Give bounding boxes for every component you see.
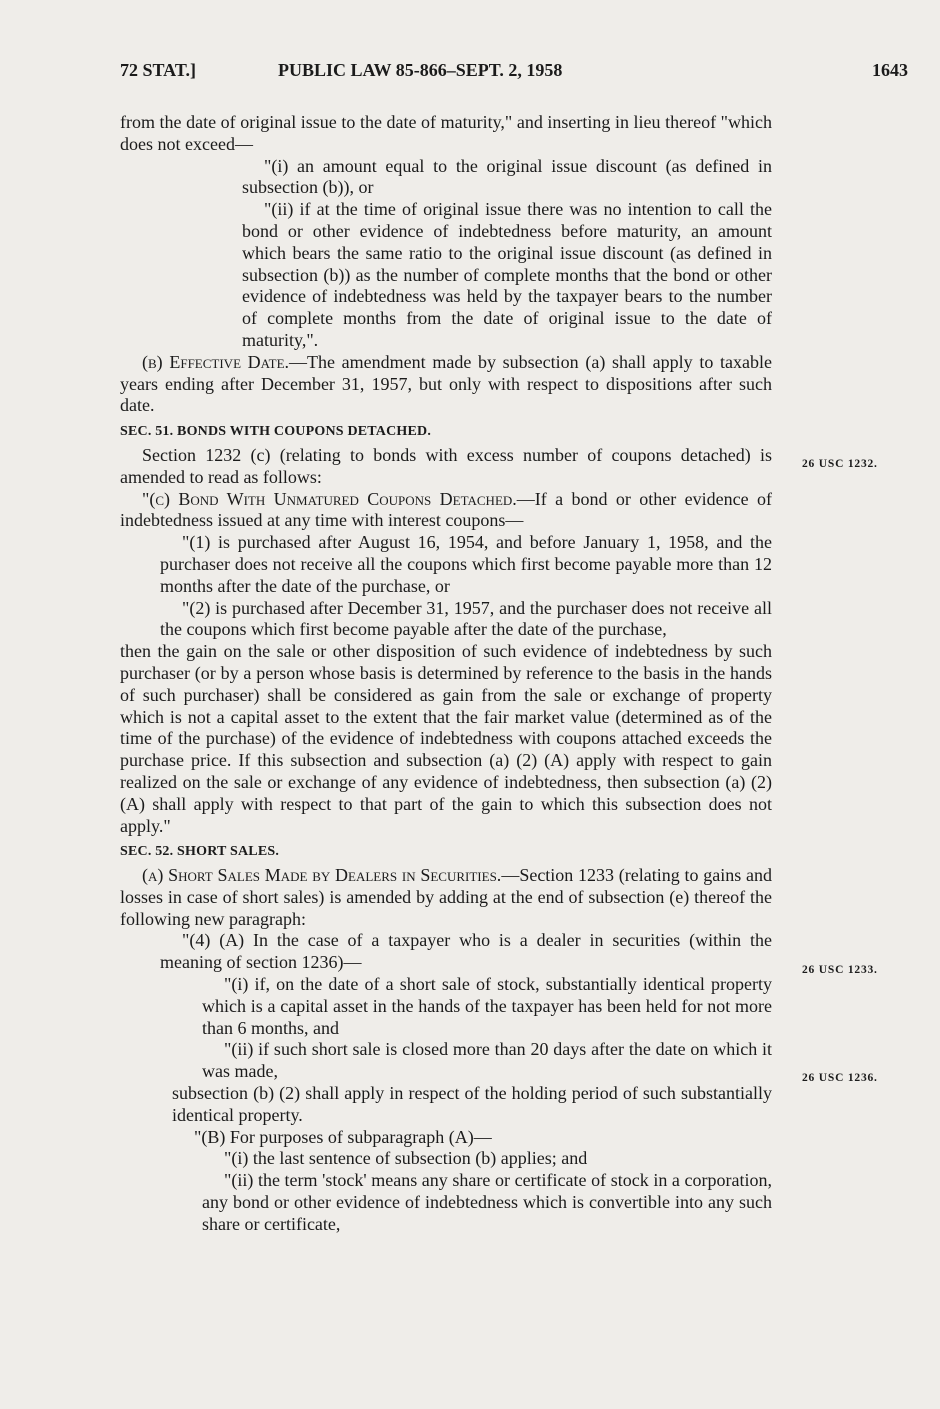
paragraph	[120, 352, 772, 417]
paragraph: "(i) an amount equal to the original issue discount (as defined in subsection (b)), or	[242, 155, 772, 198]
section-heading: SEC. 51. BONDS WITH COUPONS DETACHED.	[120, 424, 432, 440]
running-header: PUBLIC LAW 85-866–SEPT. 2, 1958	[278, 60, 563, 80]
paragraph: then the gain on the sale or other disposition of such evidence of indebtedness by such purchaser (or by a person whose basis is determined by reference to the basis in the hands of such purchaser) shall be considered as gain from the sale or exchange of property which is not a capital asset to the extent that the fair market value (determined as of the time of the purchase) of the evidence of indebtedness with coupons attached exceeds the purchase price. If this subsection and subsection (a) (2) (A) apply with respect to gain realized on the sale or exchange of any evidence of indebtedness, then subsection (a) (2) (A) shall apply with respect to that part of the gain to which this subsection does not apply."	[120, 641, 772, 836]
paragraph: "(ii) if such short sale is closed more than 20 days after the date on which it was made,	[202, 1039, 772, 1082]
paragraph: "(2) is purchased after December 31, 1957, and the purchaser does not receive all the coupons which first become payable after the date of the purchase,	[160, 597, 772, 640]
paragraph: "(i) the last sentence of subsection (b) applies; and	[224, 1148, 588, 1169]
paragraph: from the date of original issue to the date of maturity," and inserting in lieu thereof "which does not exceed—	[120, 112, 772, 154]
paragraph: "(B) For purposes of subparagraph (A)—	[194, 1126, 492, 1147]
paragraph: "(4) (A) In the case of a taxpayer who is a dealer in securities (within the meaning of section 1236)—	[160, 930, 772, 973]
paragraph: subsection (b) (2) shall apply in respect of the holding period of such substantially identical property.	[172, 1083, 772, 1125]
subsection-heading: (a) Short Sales Made by Dealers in Securities.	[142, 865, 502, 886]
paragraph: Section 1232 (c) (relating to bonds with excess number of coupons detached) is amended to read as follows:	[120, 444, 772, 487]
body-text	[120, 112, 772, 1236]
subsection-heading: (b) Effective Date.	[142, 351, 290, 372]
paragraph: "(1) is purchased after August 16, 1954, and before January 1, 1958, and the purchaser does not receive all the coupons which first become payable more than 12 months after the date of the purchase, or	[160, 532, 772, 596]
section-heading: SEC. 52. SHORT SALES.	[120, 844, 280, 860]
paragraph-text: —Section 1233 (relating to gains and losses in case of short sales) is amended by adding at the end of subsection (e) thereof the following new paragraph:	[120, 865, 772, 929]
paragraph	[120, 865, 772, 930]
statute-volume: 72 STAT.]	[120, 60, 197, 80]
margin-citation-1236: 26 USC 1236.	[802, 1072, 878, 1084]
paragraph-text: —If a bond or other evidence of indebtedness issued at any time with interest coupons—	[120, 488, 772, 531]
paragraph: "(ii) the term 'stock' means any share or certificate of stock in a corporation, any bond or other evidence of indebtedness which is convertible into any such share or certificate,	[202, 1170, 772, 1234]
page-number: 1643	[872, 60, 908, 80]
subsection-heading: "(c) Bond With Unmatured Coupons Detached.	[142, 488, 517, 509]
margin-citation-1233: 26 USC 1233.	[802, 964, 878, 976]
paragraph	[120, 489, 772, 533]
paragraph: "(ii) if at the time of original issue there was no intention to call the bond or other evidence of indebtedness before maturity, an amount which bears the same ratio to the original issue discount (as defined in subsection (b)) as the number of complete months that the bond or other evidence of indebtedness was held by the taxpayer bears to the number of complete months from the date of original issue to the date of maturity,".	[242, 199, 772, 350]
paragraph: "(i) if, on the date of a short sale of stock, substantially identical property which is a capital asset in the hands of the taxpayer has been held for not more than 6 months, and	[202, 974, 772, 1038]
margin-citation-1232: 26 USC 1232.	[802, 458, 878, 470]
paragraph-text: —The amendment made by subsection (a) shall apply to taxable years ending after December 31, 1957, but only with respect to dispositions after such date.	[120, 351, 772, 416]
